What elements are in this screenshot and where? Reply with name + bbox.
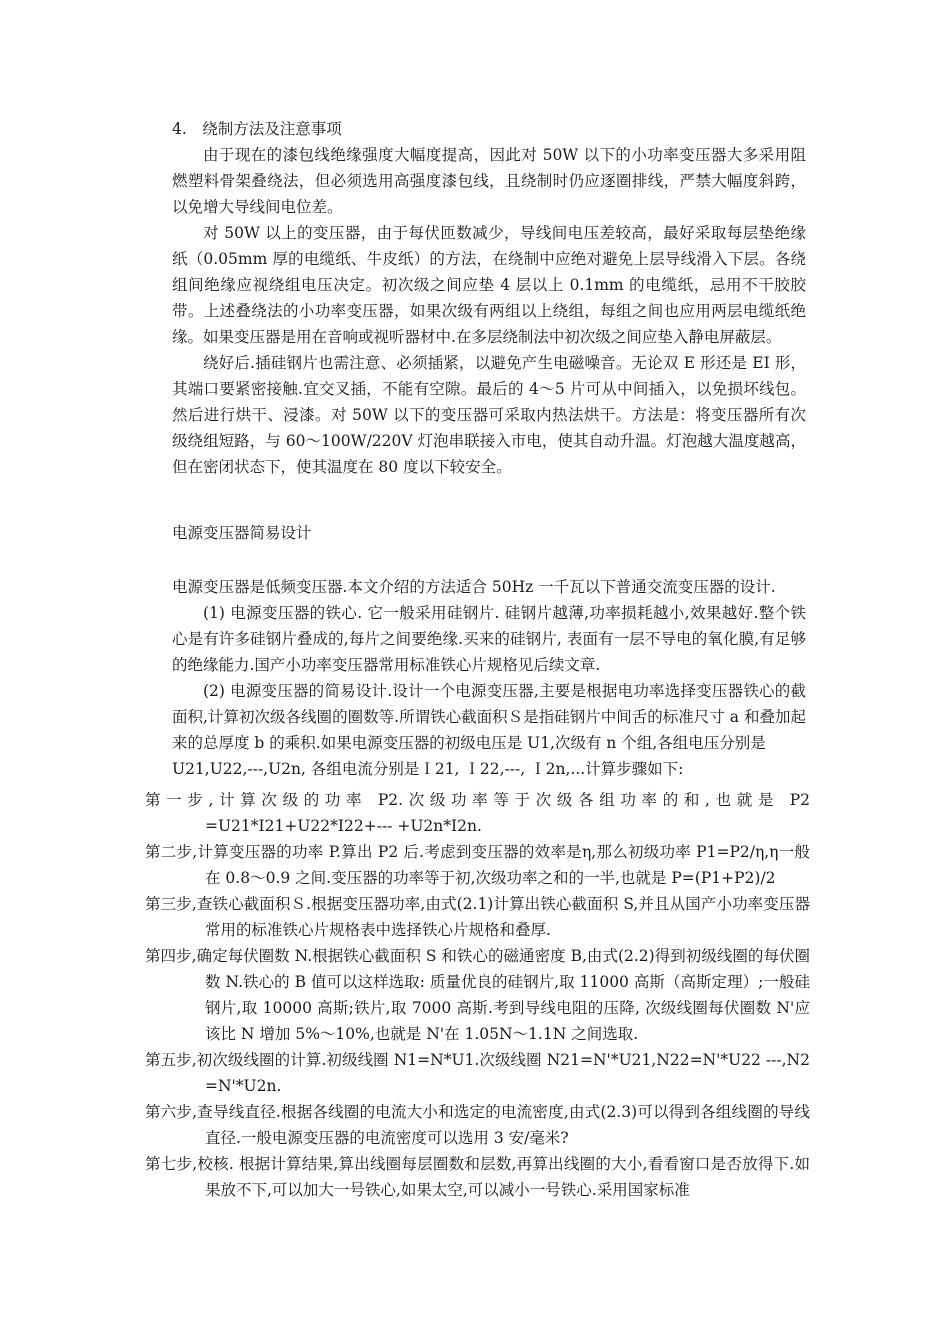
step-5-label: 第五步, xyxy=(145,1051,197,1069)
step-5 xyxy=(145,1047,810,1099)
step-2 xyxy=(145,839,810,891)
step-5-text: 初次级线圈的计算.初级线圈 N1=N*U1.次级线圈 N21=N'*U21,N22=N'*U22 ---,N2 =N'*U2n. xyxy=(196,1051,810,1095)
step-6-label: 第六步, xyxy=(145,1103,198,1121)
design-title: 电源变压器简易设计 xyxy=(172,524,312,542)
section-4-block xyxy=(172,116,806,782)
section-4-paragraph-1: 由于现在的漆包线绝缘强度大幅度提高，因此对 50W 以下的小功率变压器大多采用阻燃塑料骨架叠绕法，但必须选用高强度漆包线，且绕制时仍应逐圈排线，严禁大幅度斜跨，以免增大导线间电位差。 xyxy=(172,146,806,216)
design-intro: 电源变压器是低频变压器.本文介绍的方法适合 50Hz 一千瓦以下普通交流变压器的设计. xyxy=(172,578,776,596)
step-1-label: 第一步, xyxy=(145,791,214,809)
step-1 xyxy=(145,787,810,839)
section-4-heading: 4. 绕制方法及注意事项 xyxy=(172,120,342,138)
section-4-paragraph-3: 绕好后.插硅钢片也需注意、必须插紧，以避免产生电磁噪音。无论双 E 形还是 EI 形，其端口要紧密接触.宜交叉插，不能有空隙。最后的 4～5 片可从中间插入，以免损坏线包。然后进行烘干、浸漆。对 50W 以下的变压器可采取内热法烘干。方法是：将变压器所有次级绕组短路，与 60～100W/220V 灯泡串联接入市电，使其自动升温。灯泡越大温度越高，但在密闭状态下，使其温度在 80 度以下较安全。 xyxy=(172,354,806,476)
design-item-1: (1) 电源变压器的铁心. 它一般采用硅钢片. 硅钢片越薄,功率损耗越小,效果越好.整个铁心是有许多硅钢片叠成的,每片之间要绝缘.买来的硅钢片, 表面有一层不导电的氧化膜,有足够的绝缘能力.国产小功率变压器常用标准铁心片规格见后续文章. xyxy=(172,604,806,674)
step-4-text: 确定每伏圈数 N.根据铁心截面积 S 和铁心的磁通密度 B,由式(2.2)得到初级线圈的每伏圈数 N.铁心的 B 值可以这样选取: 质量优良的硅钢片,取 11000 高斯（高斯定理）;一般硅钢片,取 10000 高斯;铁片,取 7000 高斯.考到导线电阻的压降, 次级线圈每伏圈数 N'应该比 N 增加 5%～10%,也就是 N'在 1.05N～1.1N 之间选取. xyxy=(196,947,810,1043)
step-6 xyxy=(145,1099,810,1151)
design-item-2-tail: U21,U22,---,U2n, 各组电流分别是Ｉ21, Ｉ22,---, Ｉ2n,...计算步骤如下: xyxy=(172,760,684,778)
step-3-label: 第三步, xyxy=(145,895,197,913)
step-2-text: 计算变压器的功率 P.算出 P2 后.考虑到变压器的效率是η,那么初级功率 P1=P2/η,η一般在 0.8～0.9 之间.变压器的功率等于初,次级功率之和的一半,也就是 P=(P1+P2)/2 xyxy=(197,843,810,887)
step-7-text: 校核. 根据计算结果,算出线圈每层圈数和层数,再算出线圈的大小,看看窗口是否放得下.如果放不下,可以加大一号铁心,如果太空,可以减小一号铁心.采用国家标准 xyxy=(197,1155,810,1199)
step-7-label: 第七步, xyxy=(145,1155,198,1173)
step-3-text: 查铁心截面积Ｓ.根据变压器功率,由式(2.1)计算出铁心截面积 S,并且从国产小功率变压器常用的标准铁心片规格表中选择铁心片规格和叠厚. xyxy=(196,895,810,939)
step-6-text: 查导线直径.根据各线圈的电流大小和选定的电流密度,由式(2.3)可以得到各组线圈的导线直径.一般电源变压器的电流密度可以选用 3 安/毫米? xyxy=(197,1103,810,1147)
step-1-text: 计算次级的功率 P2.次级功率等于次级各组功率的和,也就是 P2 =U21*I21+U22*I22+--- +U2n*I2n. xyxy=(205,791,810,835)
design-item-2: (2) 电源变压器的简易设计.设计一个电源变压器,主要是根据电功率选择变压器铁心的截面积,计算初次级各线圈的圈数等.所谓铁心截面积Ｓ是指硅钢片中间舌的标准尺寸 a 和叠加起来的总厚度 b 的乘积.如果电源变压器的初级电压是 U1,次级有 n 个组,各组电压分别是 xyxy=(172,682,806,752)
steps-list xyxy=(145,787,810,1203)
section-4-paragraph-2: 对 50W 以上的变压器，由于每伏匝数减少，导线间电压差较高，最好采取每层垫绝缘纸（0.05mm 厚的电缆纸、牛皮纸）的方法，在绕制中应绝对避免上层导线滑入下层。各绕组间绝缘应视绕组电压决定。初次级之间应垫 4 层以上 0.1mm 的电缆纸，忌用不干胶胶带。上述叠绕法的小功率变压器，如果次级有两组以上绕组，每组之间也应用两层电缆纸绝缘。如果变压器是用在音响或视听器材中.在多层绕制法中初次级之间应垫入静电屏蔽层。 xyxy=(172,224,806,346)
step-2-label: 第二步, xyxy=(145,843,198,861)
step-4 xyxy=(145,943,810,1047)
step-4-label: 第四步, xyxy=(145,947,197,965)
step-3 xyxy=(145,891,810,943)
step-7 xyxy=(145,1151,810,1203)
